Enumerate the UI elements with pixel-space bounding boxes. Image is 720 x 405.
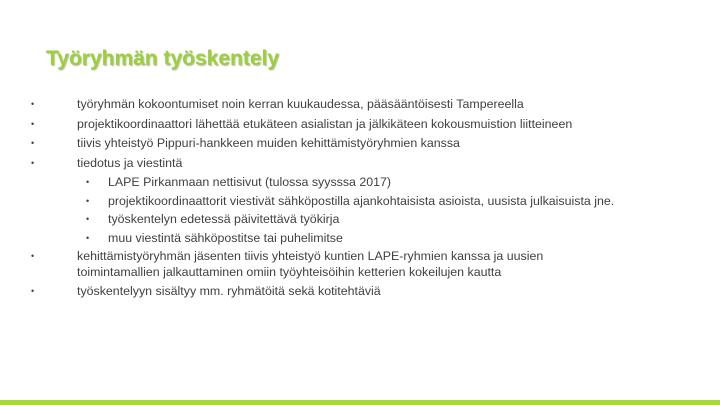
bottom-accent-bar — [0, 400, 720, 405]
sub-bullet-item — [0, 175, 720, 191]
bullet-icon: • — [31, 138, 35, 148]
bullet-text: LAPE Pirkanmaan nettisivut (tulossa syysssa 2017) — [108, 175, 392, 189]
bullet-text: tiivis yhteistyö Pippuri-hankkeen muiden kehittämistyöryhmien kanssa — [77, 136, 460, 150]
bullet-item — [0, 156, 720, 172]
bullet-icon: • — [31, 251, 35, 261]
bullet-item — [0, 249, 720, 280]
bullet-icon: • — [86, 177, 90, 187]
bullet-icon: • — [31, 286, 35, 296]
bullet-icon: • — [86, 232, 90, 243]
bullet-icon: • — [86, 214, 90, 224]
bullet-icon: • — [31, 118, 35, 129]
bullet-list — [0, 97, 720, 304]
bullet-icon: • — [31, 99, 35, 109]
bullet-text: tiedotus ja viestintä — [77, 155, 183, 170]
bullet-text: projektikoordinaattorit viestivät sähköpostilla ajankohtaisista asioista, uusista julkaisuista jne. — [108, 193, 615, 208]
bullet-item — [0, 117, 720, 133]
bullet-item — [0, 97, 720, 113]
bullet-text: työskentelyyn sisältyy mm. ryhmätöitä sekä kotitehtäviä — [77, 284, 381, 298]
slide-title: Työryhmän työskentely — [46, 47, 280, 70]
bullet-text: työryhmän kokoontumiset noin kerran kuukaudessa, pääsääntöisesti Tampereella — [77, 97, 524, 111]
bullet-text: työskentelyn edetessä päivitettävä työkirja — [108, 212, 340, 226]
bullet-text: projektikoordinaattori lähettää etukäteen asialistan ja jälkikäteen kokousmuistion liitteineen — [77, 116, 573, 131]
bullet-text: kehittämistyöryhmän jäsenten tiivis yhteistyö kuntien LAPE-ryhmien kanssa ja uusien toimintamallien jalkauttaminen omiin työyhteisöihin ketterien kokeilujen kautta — [77, 249, 544, 279]
sub-bullet-item — [0, 231, 720, 247]
bullet-icon: • — [31, 157, 35, 168]
bullet-item — [0, 284, 720, 300]
bullet-icon: • — [86, 195, 90, 206]
bullet-item — [0, 136, 720, 152]
sub-bullet-item — [0, 194, 720, 210]
sub-bullet-item — [0, 212, 720, 228]
bullet-text: muu viestintä sähköpostitse tai puhelimitse — [108, 230, 343, 245]
